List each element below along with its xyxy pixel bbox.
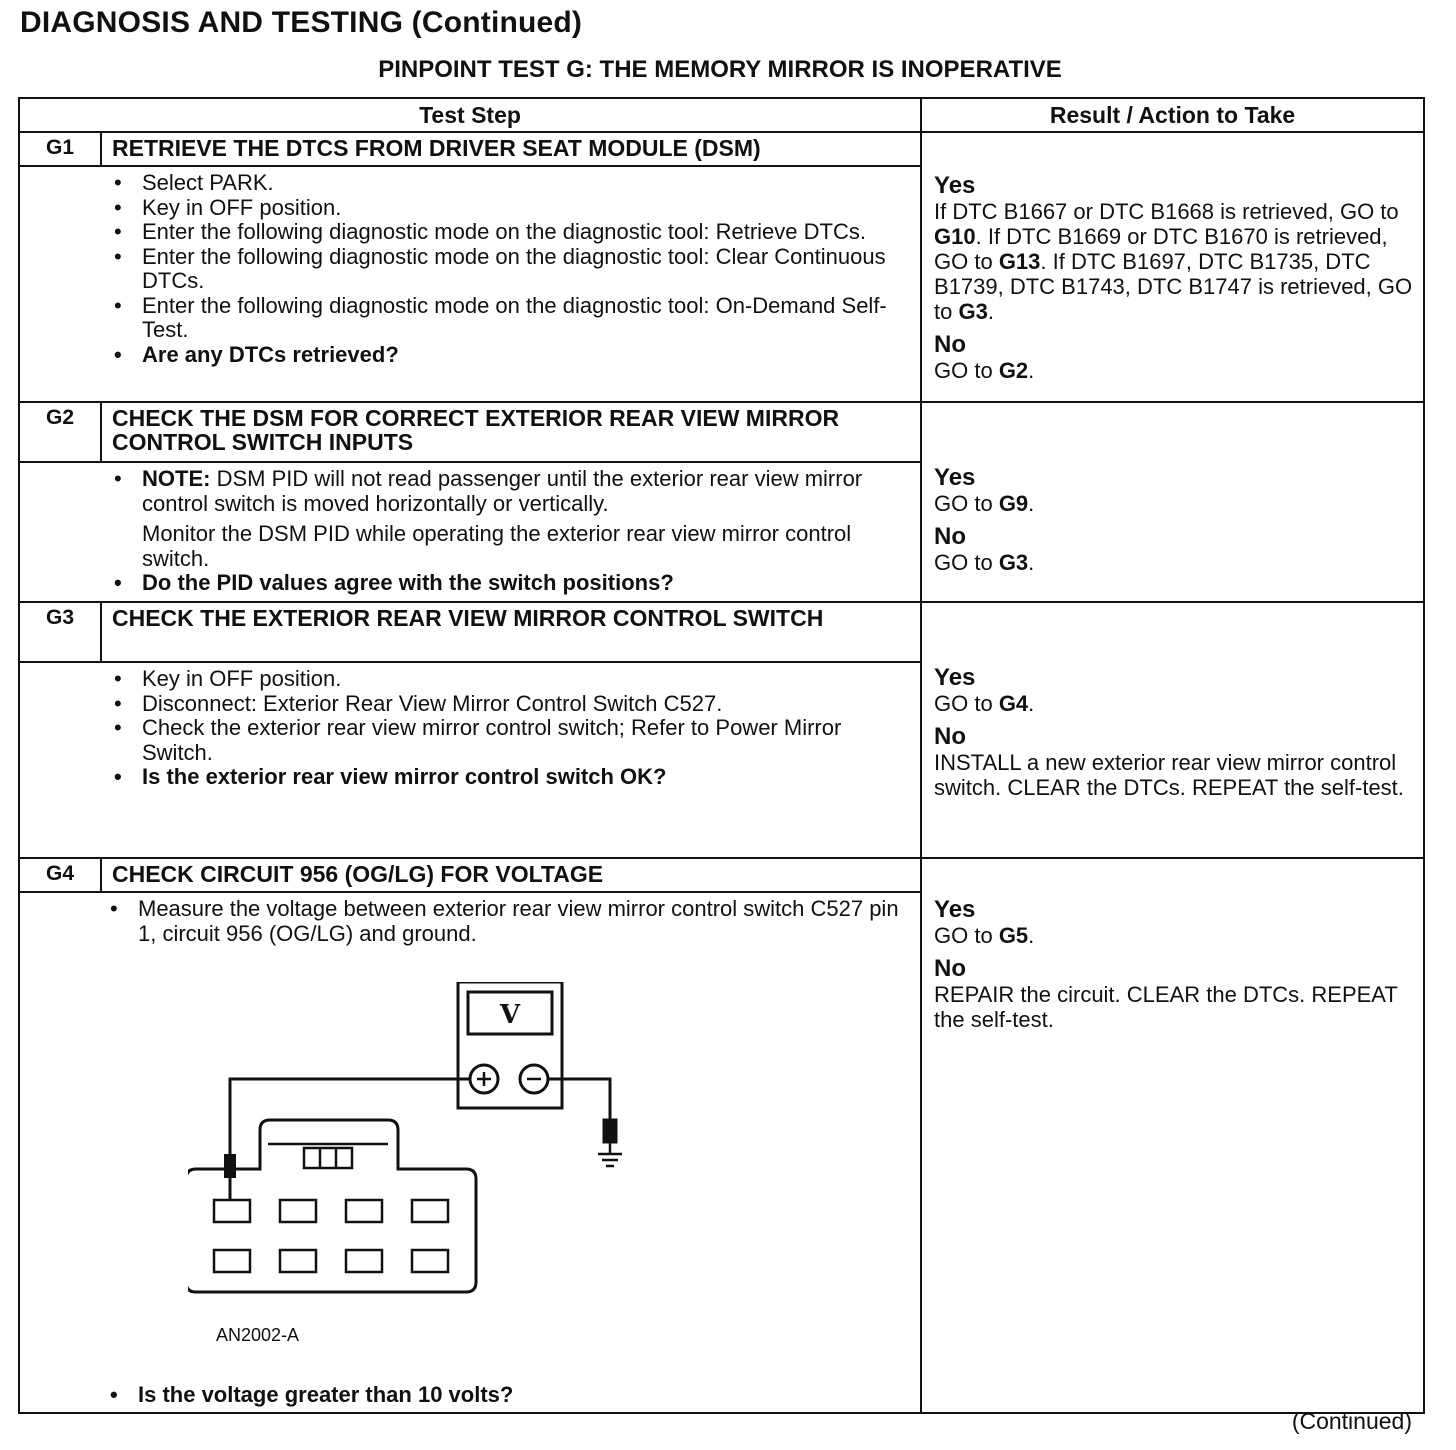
note-label: NOTE: [142, 466, 211, 491]
pin-8-cavity [412, 1250, 448, 1272]
step-g1-instructions [19, 166, 921, 402]
yes-label: Yes [934, 664, 976, 691]
step-title: CHECK THE DSM FOR CORRECT EXTERIOR REAR VIEW MIRROR CONTROL SWITCH INPUTS [101, 402, 921, 462]
step-g3-result [921, 602, 1424, 858]
step-title: RETRIEVE THE DTCS FROM DRIVER SEAT MODULE (DSM) [101, 132, 921, 166]
no-label: No [934, 331, 967, 358]
table-header-row [19, 98, 1424, 132]
col-header-test-step: Test Step [19, 98, 921, 132]
figure-id: AN2002-A [216, 1324, 300, 1345]
no-label: No [934, 723, 967, 750]
list-item: • Do the PID values agree with the switch positions? [112, 571, 912, 596]
list-item: • Is the voltage greater than 10 volts? [108, 1383, 912, 1408]
yes-action: GO to G9. [934, 491, 1035, 516]
step-id: G1 [19, 132, 101, 166]
step-g3-header-row [19, 602, 1424, 662]
yes-action: If DTC B1667 or DTC B1668 is retrieved, GO to G10. If DTC B1669 or DTC B1670 is retrieved, GO to G13. If DTC B1697, DTC B1735, DTC B1739, DTC B1743, DTC B1747 is retrieved, GO to G3. [934, 199, 1413, 324]
list-item: • Are any DTCs retrieved? [112, 343, 912, 368]
step-g2-result [921, 402, 1424, 602]
step-id: G3 [19, 602, 101, 662]
voltmeter-connector-diagram [188, 982, 668, 1347]
negative-lead-wire [548, 1079, 610, 1120]
list-item: • Enter the following diagnostic mode on the diagnostic tool: Retrieve DTCs. [112, 220, 912, 245]
no-action: GO to G3. [934, 550, 1035, 575]
yes-label: Yes [934, 896, 976, 923]
pinpoint-test-table [18, 97, 1425, 1414]
step-id: G4 [19, 858, 101, 892]
no-label: No [934, 523, 967, 550]
step-g4-instructions [19, 892, 921, 1413]
connector-latch-icon [304, 1148, 352, 1168]
page-title: DIAGNOSIS AND TESTING (Continued) [20, 6, 583, 39]
positive-probe-icon [224, 1154, 236, 1178]
step-g3-instructions [19, 662, 921, 858]
list-item [112, 467, 912, 516]
note-text: DSM PID will not read passenger until the exterior rear view mirror control switch is moved horizontally or vertically. [142, 466, 863, 516]
list-item: • Select PARK. [112, 171, 912, 196]
pin-1-cavity [214, 1200, 250, 1222]
step-g4-header-row [19, 858, 1424, 892]
no-action: REPAIR the circuit. CLEAR the DTCs. REPEAT the self-test. [934, 982, 1398, 1032]
list-item: • Disconnect: Exterior Rear View Mirror Control Switch C527. [112, 692, 912, 717]
voltmeter-label: V [499, 1000, 521, 1030]
list-item: • Measure the voltage between exterior rear view mirror control switch C527 pin 1, circuit 956 (OG/LG) and ground. [108, 897, 912, 946]
list-item: • Key in OFF position. [112, 196, 912, 221]
pin-5-cavity [214, 1250, 250, 1272]
no-action: INSTALL a new exterior rear view mirror control switch. CLEAR the DTCs. REPEAT the self-test. [934, 750, 1404, 800]
step-g2-instructions [19, 462, 921, 602]
continued-note: (Continued) [1291, 1408, 1412, 1434]
step-g4-result [921, 858, 1424, 1413]
pin-7-cavity [346, 1250, 382, 1272]
step-g2-header-row [19, 402, 1424, 462]
step-id: G2 [19, 402, 101, 462]
yes-action: GO to G5. [934, 923, 1035, 948]
pin-6-cavity [280, 1250, 316, 1272]
yes-action: GO to G4. [934, 691, 1035, 716]
step-g1-result [921, 132, 1424, 402]
pin-2-cavity [280, 1200, 316, 1222]
step-title: CHECK CIRCUIT 956 (OG/LG) FOR VOLTAGE [101, 858, 921, 892]
pinpoint-test-title: PINPOINT TEST G: THE MEMORY MIRROR IS INOPERATIVE [378, 56, 1062, 83]
list-item: • Key in OFF position. [112, 667, 912, 692]
ground-probe-icon [604, 1120, 616, 1142]
col-header-result: Result / Action to Take [921, 98, 1424, 132]
list-item: • Enter the following diagnostic mode on the diagnostic tool: Clear Continuous DTCs. [112, 245, 912, 294]
list-item: Monitor the DSM PID while operating the exterior rear view mirror control switch. [142, 521, 852, 571]
yes-label: Yes [934, 464, 976, 491]
list-item: • Enter the following diagnostic mode on the diagnostic tool: On-Demand Self-Test. [112, 294, 912, 343]
yes-label: Yes [934, 172, 976, 199]
pin-3-cavity [346, 1200, 382, 1222]
no-action: GO to G2. [934, 358, 1035, 383]
list-item: • Check the exterior rear view mirror control switch; Refer to Power Mirror Switch. [112, 716, 912, 765]
diagram-svg [188, 982, 668, 1317]
list-item: • Is the exterior rear view mirror control switch OK? [112, 765, 912, 790]
step-g1-header-row [19, 132, 1424, 166]
step-title: CHECK THE EXTERIOR REAR VIEW MIRROR CONTROL SWITCH [101, 602, 921, 662]
pin-4-cavity [412, 1200, 448, 1222]
no-label: No [934, 955, 967, 982]
